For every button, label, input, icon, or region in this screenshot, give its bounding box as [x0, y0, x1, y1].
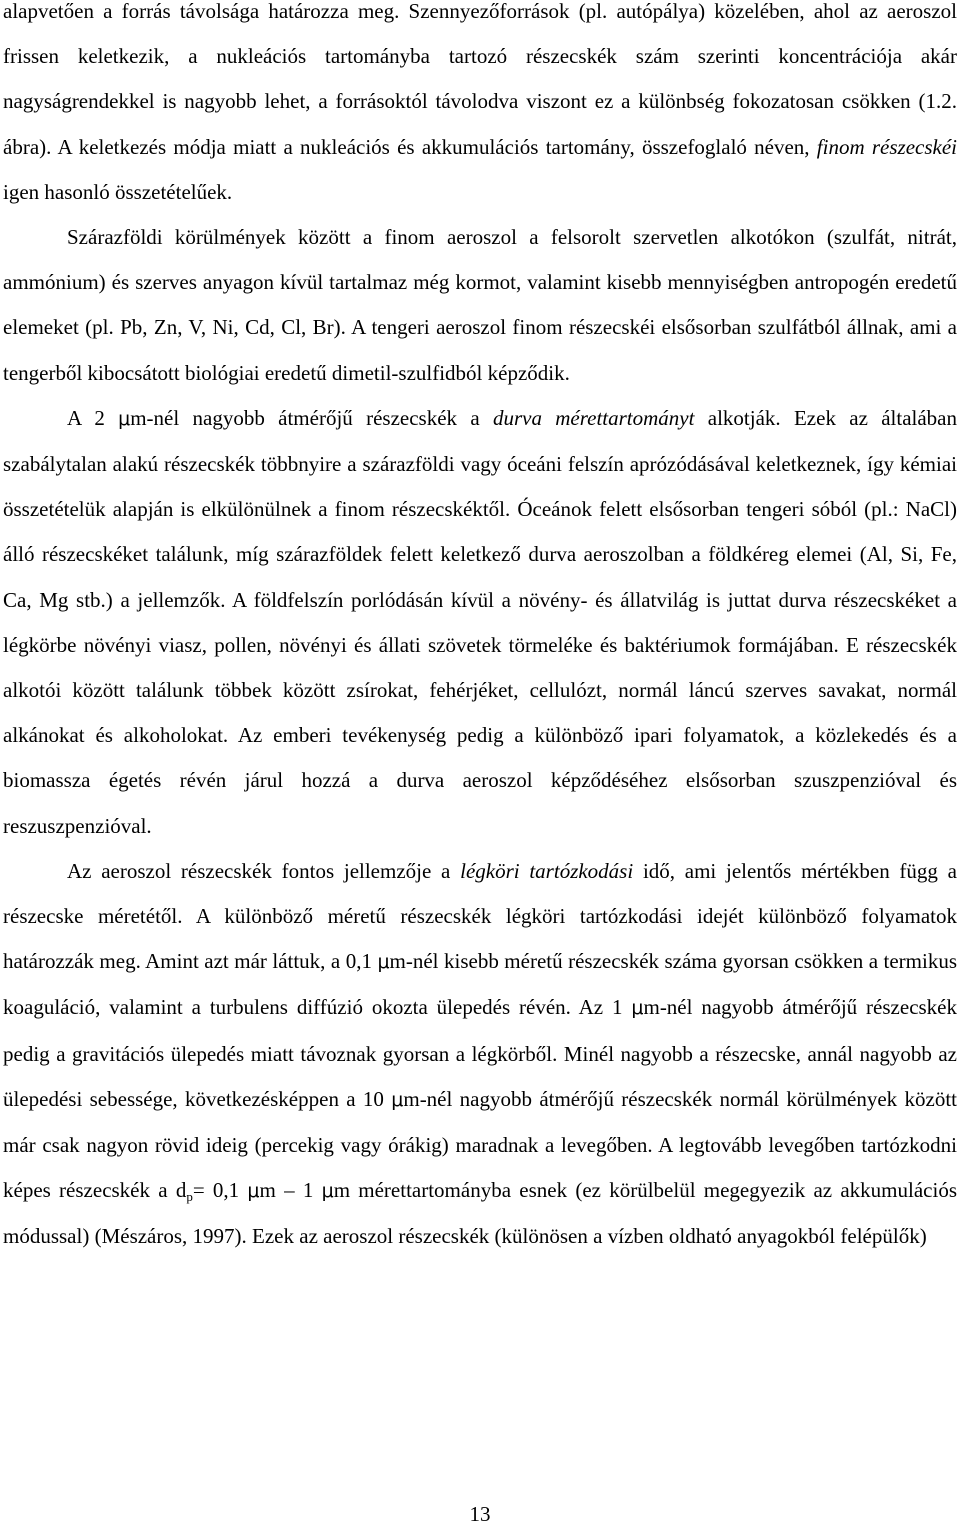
micro-symbol: μ — [377, 951, 390, 974]
paragraph-4-text-h: m mérettartományba esnek (ez körülbelül megegyezik az akkumulációs módussal) (Mészáros, 1997). Ezek az aeroszol részecskék (különösen a vízben oldható anyagokból felépülők) — [3, 1178, 958, 1249]
paragraph-4-text-d: m-nél nagyobb átmérőjű részecskék pedig a gravitációs ülepedés miatt távoznak gyorsan a légkörből. Minél nagyobb a részecske, annál nagyobb az ülepedési sebessége, következésképpen a 10 — [3, 995, 958, 1111]
paragraph-4-text-a: Az aeroszol részecskék fontos jellemzője a — [67, 858, 461, 883]
body-text — [3, 0, 957, 1260]
term-finom-reszecskei: finom részecskéi — [816, 134, 957, 159]
paragraph-1 — [3, 0, 957, 215]
paragraph-4-text-f: = 0,1 — [192, 1178, 248, 1203]
micro-symbol: μ — [631, 997, 644, 1020]
term-durva-merettartomany: durva mérettartományt — [492, 405, 695, 430]
paragraph-1-text-a: alapvetően a forrás távolsága határozza meg. Szennyezőforrások (pl. autópálya) közelében, ahol az aeroszol frissen keletkezik, a nukleációs tartományba tartozó részecskék szám szerinti koncentrációja akár nagyságrendekkel is nagyobb lehet, a forrásoktól távolodva viszont ez a különbség fokozatosan csökken (1.2. ábra). A keletkezés módja miatt a nukleációs és akkumulációs tartomány, összefoglaló néven, — [3, 0, 957, 159]
micro-symbol: μ — [391, 1088, 404, 1111]
paragraph-4 — [3, 849, 957, 1260]
paragraph-4-text-b: idő, ami jelentős mértékben függ a részecske méretétől. A különböző méretű részecskék légköri tartózkodási idejét különböző folyamatok határozzák meg. Amint azt már láttuk, a 0,1 — [3, 858, 957, 974]
paragraph-4-text-g: m – 1 — [259, 1178, 322, 1203]
micro-symbol: μ — [321, 1180, 334, 1203]
paragraph-3-text-c: alkotják. Ezek az általában szabálytalan alakú részecskék többnyire a szárazföldi vagy óceáni felszín aprózódásával keletkeznek, így kémiai összetételük alapján is elkülönülnek a finom részecskéktől. Óceánok felett elsősorban tengeri sóból (pl.: NaCl) álló részecskéket találunk, míg szárazföldek felett keletkező durva aeroszolban a földkéreg elemei (Al, Si, Fe, Ca, Mg stb.) a jellemzők. A földfelszín porlódásán kívül a növény- és állatvilág is juttat durva részecskéket a légkörbe növényi viasz, pollen, növényi és állati szövetek törmeléke és baktériumok formájában. E részecskék alkotói között találunk többek között zsírokat, fehérjéket, cellulózt, normál láncú szerves savakat, normál alkánokat és alkoholokat. Az emberi tevékenység pedig a különböző ipari folyamatok, a közlekedés és a biomassza égetés révén járul hozzá a durva aeroszol képződéséhez elsősorban szuszpenzióval és reszuszpenzióval. — [3, 405, 957, 838]
term-legkori-tartozkodasi: légköri tartózkodási — [460, 858, 634, 883]
subscript-p: p — [186, 1189, 193, 1205]
paragraph-2: Szárazföldi körülmények között a finom aeroszol a felsorolt szervetlen alkotókon (szulfát, nitrát, ammónium) és szerves anyagon kívül tartalmaz még kormot, valamint kisebb mennyiségben antropogén eredetű elemeket (pl. Pb, Zn, V, Ni, Cd, Cl, Br). A tengeri aeroszol finom részecskéi elsősorban szulfátból állnak, ami a tengerből kibocsátott biológiai eredetű dimetil-szulfidból képződik. — [3, 225, 957, 385]
paragraph-4-text-c: m-nél kisebb méretű részecskék száma gyorsan csökken a termikus koaguláció, valamint a turbulens diffúzió okozta ülepedés révén. Az 1 — [3, 949, 957, 1020]
paragraph-3 — [3, 396, 957, 849]
paragraph-3-text-b: m-nél nagyobb átmérőjű részecskék a — [130, 405, 493, 430]
page-number: 13 — [469, 1502, 491, 1526]
paragraph-1-text-b: igen hasonló összetételűek. — [3, 179, 233, 204]
paragraph-4-text-e: m-nél nagyobb átmérőjű részecskék normál körülmények között már csak nagyon rövid ideig (percekig vagy órákig) maradnak a levegőben. A legtovább levegőben tartózkodni képes részecskék a d — [3, 1086, 957, 1203]
paragraph-3-text-a: A 2 — [67, 405, 119, 430]
micro-symbol: μ — [247, 1180, 260, 1203]
micro-symbol: μ — [118, 407, 131, 430]
